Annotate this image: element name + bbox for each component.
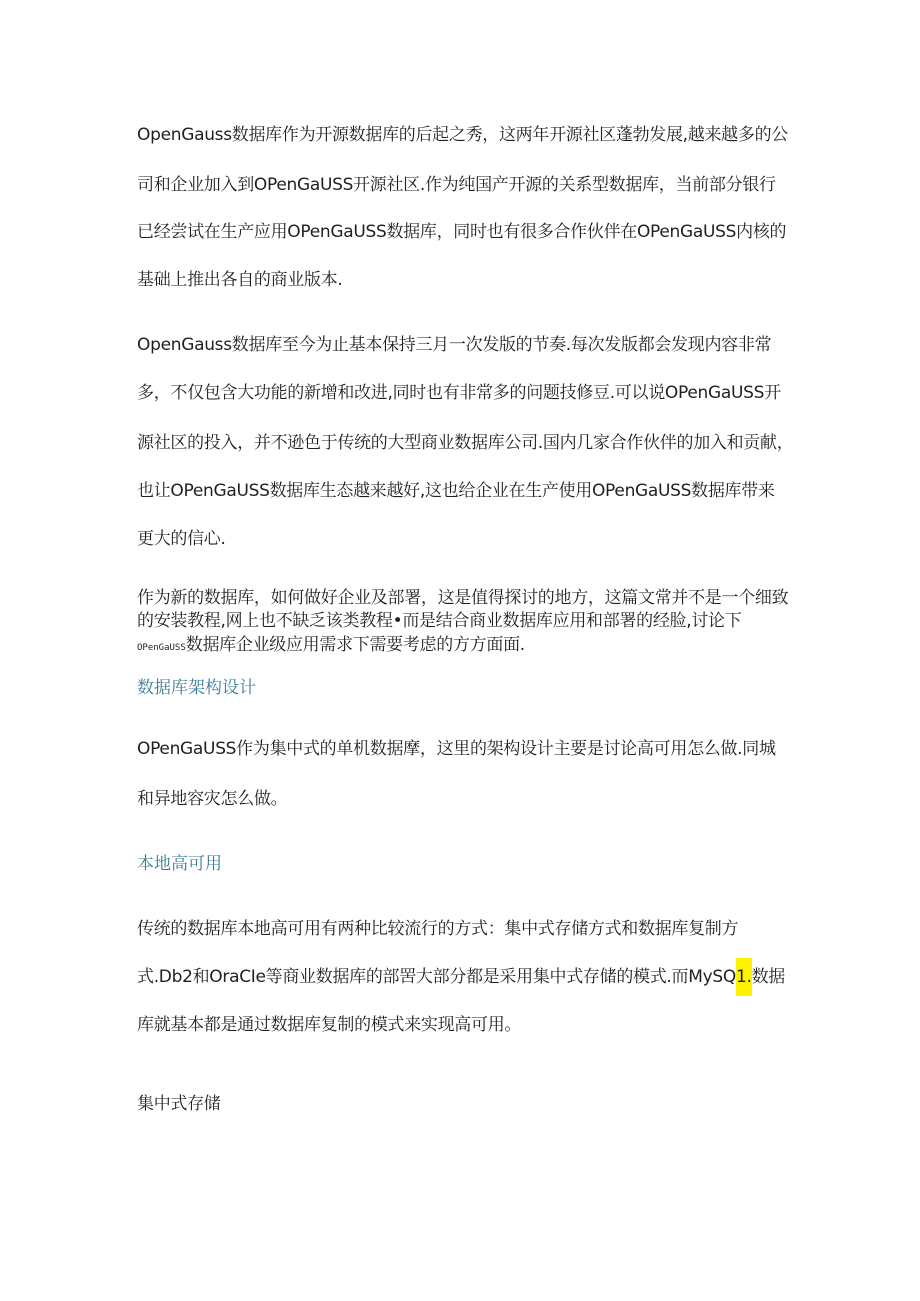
paragraph-5-line-2-pre: 式.Db2和OraCIe等商业数据库的部罟大部分都是采用集中式存储的模式.而MySQ — [137, 967, 736, 987]
paragraph-3-line-3 — [137, 634, 525, 659]
paragraph-2-line-3: 源社区的投入，并不逊色于传统的大型商业数据库公司.国内几家合作伙伴的加入和贡献， — [137, 433, 794, 453]
highlighted-text: 1. — [736, 958, 752, 996]
paragraph-2-line-5: 更大的信心. — [137, 529, 226, 549]
paragraph-3-line-3-text: 数据库企业级应用需求下需要考虑的方方面面. — [185, 635, 525, 655]
paragraph-1-line-3: 已经尝试在生产应用OPenGaUSS数据库，同时也有很多合作伙伴在OPenGaUSS内核的 — [137, 222, 787, 242]
paragraph-1-line-1: OpenGauss数据库作为开源数据库的后起之秀，这两年开源社区蓬勃发展,越来越多的公 — [137, 125, 788, 145]
paragraph-4-line-1: OPenGaUSS作为集中式的单机数据摩，这里的架构设计主要是讨论高可用怎么做.同城 — [137, 739, 776, 759]
product-name-small: OPenGaUSS — [137, 643, 186, 653]
paragraph-4-line-2: 和异地容灾怎么做。 — [137, 789, 288, 809]
paragraph-5-line-2 — [137, 966, 785, 988]
section-heading-centralized-storage: 集中式存储 — [137, 1094, 221, 1114]
paragraph-3-line-2: 的安装教程,网上也不缺乏该类教程•而是结合商业数据库应用和部署的经脸,讨论下 — [137, 611, 742, 631]
paragraph-1-line-2: 司和企业加入到OPenGaUSS开源社区.作为纯国产开源的关系型数据库，当前部分银行 — [137, 175, 776, 195]
paragraph-2-line-1: OpenGauss数据库至今为止基本保持三月一次发版的节奏.每次发版都会发现内容非常 — [137, 335, 772, 355]
paragraph-2-line-4: 也让OPenGaUSS数据库生态越来越好,这也给企业在生产使用OPenGaUSS数据库带来 — [137, 481, 775, 501]
section-heading-local-ha: 本地高可用 — [137, 854, 222, 874]
paragraph-2-line-2: 多，不仅包含大功能的新增和改进,同时也有非常多的问题技修豆.可以说OPenGaUSS开 — [137, 383, 781, 403]
paragraph-1-line-4: 基础上推出各自的商业版本. — [137, 270, 343, 290]
paragraph-5-line-3: 库就基本都是通过数据库复制的模式来实现高可用。 — [137, 1015, 522, 1035]
paragraph-5-line-1: 传统的数据库本地高可用有两种比较流行的方式：集中式存储方式和数据库复制方 — [137, 919, 739, 939]
paragraph-5-line-2-post: 数据 — [751, 967, 785, 987]
paragraph-3-line-1: 作为新的数据库，如何做好企业及部署，这是值得探讨的地方，这篇文常并不是一个细致 — [137, 588, 789, 608]
section-heading-architecture: 数据库架构设计 — [137, 678, 256, 698]
